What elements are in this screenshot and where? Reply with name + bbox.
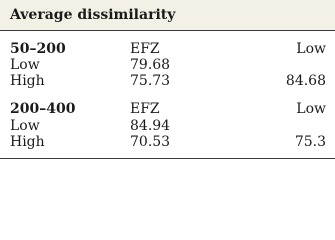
group-2-row-low-efz: 84.94 [130,118,171,134]
group-1-header-low: Low [296,41,326,57]
group-1-row-low-label: Low [10,57,40,73]
group-2-row-high-low: 75.3 [294,134,326,150]
group-1-row-high-label: High [10,73,45,89]
group-1-header-efz: EFZ [130,41,160,57]
group-1-row-low-efz: 79.68 [130,57,171,73]
group-2-row-low-label: Low [10,118,40,134]
group-label-200-400: 200–400 [10,101,76,117]
group-2-header-efz: EFZ [130,101,160,117]
group-2-header-low: Low [296,101,326,117]
group-1-row-high-efz: 75.73 [130,73,171,89]
top-rule [0,30,335,31]
group-1-row-high-low: 84.68 [285,73,326,89]
group-label-50-200: 50–200 [10,41,66,57]
table-title: Average dissimilarity [10,7,176,23]
group-2-row-high-efz: 70.53 [130,134,171,150]
bottom-rule [0,158,335,159]
group-2-row-high-label: High [10,134,45,150]
